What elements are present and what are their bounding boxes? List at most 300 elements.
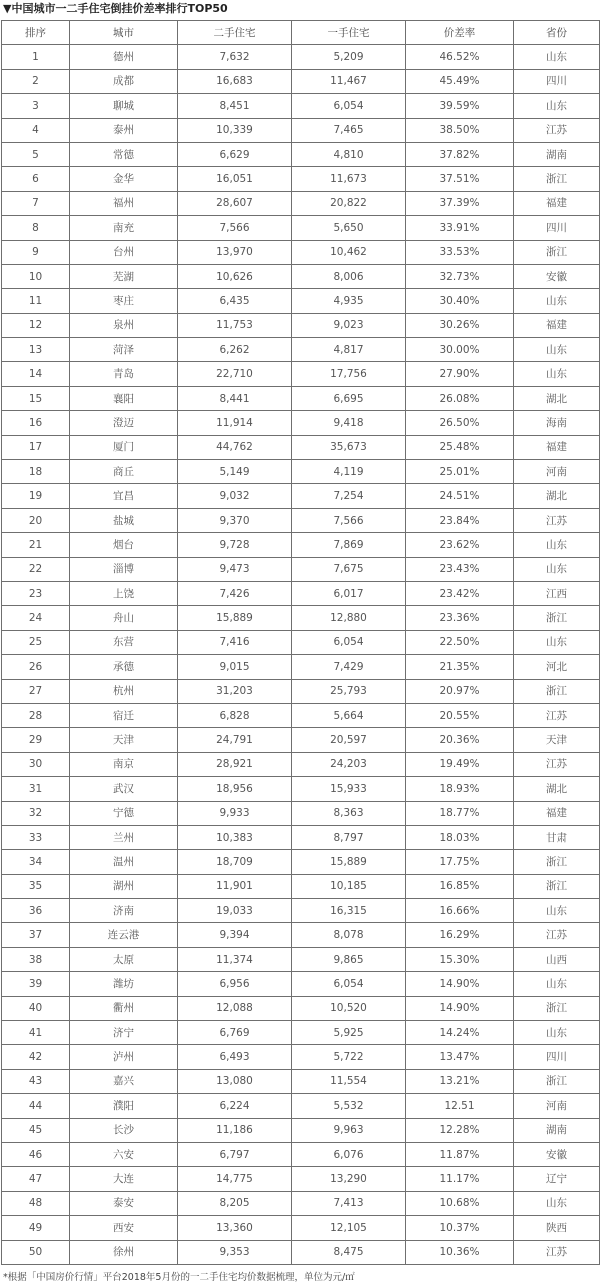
price-gap-rate-cell: 16.66%: [406, 899, 514, 923]
new-price-cell: 16,315: [292, 899, 406, 923]
price-gap-rate-cell: 11.87%: [406, 1142, 514, 1166]
province-cell: 江苏: [514, 703, 600, 727]
resale-price-cell: 6,956: [178, 972, 292, 996]
rank-cell: 11: [2, 289, 70, 313]
province-cell: 山东: [514, 899, 600, 923]
city-cell: 澄迈: [70, 411, 178, 435]
province-cell: 江苏: [514, 118, 600, 142]
table-row: [2, 313, 600, 337]
rank-cell: 16: [2, 411, 70, 435]
new-price-cell: 8,363: [292, 801, 406, 825]
table-row: [2, 289, 600, 313]
table-row: [2, 801, 600, 825]
province-cell: 福建: [514, 313, 600, 337]
new-price-cell: 6,054: [292, 972, 406, 996]
rank-cell: 24: [2, 606, 70, 630]
resale-price-cell: 6,769: [178, 1021, 292, 1045]
price-gap-rate-cell: 13.21%: [406, 1069, 514, 1093]
price-gap-rate-cell: 37.82%: [406, 142, 514, 166]
table-row: [2, 703, 600, 727]
rank-cell: 18: [2, 460, 70, 484]
table-row: [2, 972, 600, 996]
new-price-cell: 15,889: [292, 850, 406, 874]
city-cell: 德州: [70, 45, 178, 69]
city-cell: 金华: [70, 167, 178, 191]
resale-price-cell: 5,149: [178, 460, 292, 484]
price-gap-rate-cell: 30.26%: [406, 313, 514, 337]
new-price-cell: 10,462: [292, 240, 406, 264]
resale-price-cell: 8,451: [178, 94, 292, 118]
province-cell: 河南: [514, 460, 600, 484]
city-cell: 淄博: [70, 557, 178, 581]
province-cell: 浙江: [514, 679, 600, 703]
rank-cell: 10: [2, 264, 70, 288]
table-row: [2, 557, 600, 581]
resale-price-cell: 7,566: [178, 216, 292, 240]
province-cell: 湖南: [514, 1118, 600, 1142]
new-price-cell: 8,006: [292, 264, 406, 288]
table-row: [2, 142, 600, 166]
province-cell: 山西: [514, 947, 600, 971]
city-cell: 潍坊: [70, 972, 178, 996]
rank-cell: 19: [2, 484, 70, 508]
city-cell: 徐州: [70, 1240, 178, 1264]
new-price-cell: 7,675: [292, 557, 406, 581]
header-price-gap-rate: 价差率: [406, 21, 514, 45]
rank-cell: 37: [2, 923, 70, 947]
city-cell: 武汉: [70, 777, 178, 801]
table-row: [2, 777, 600, 801]
city-cell: 宁德: [70, 801, 178, 825]
table-row: [2, 508, 600, 532]
price-gap-rate-cell: 20.97%: [406, 679, 514, 703]
table-row: [2, 240, 600, 264]
rank-cell: 22: [2, 557, 70, 581]
resale-price-cell: 13,360: [178, 1216, 292, 1240]
table-row: [2, 1118, 600, 1142]
table-row: [2, 606, 600, 630]
price-gap-rate-cell: 39.59%: [406, 94, 514, 118]
table-row: [2, 728, 600, 752]
rank-cell: 41: [2, 1021, 70, 1045]
rank-cell: 36: [2, 899, 70, 923]
table-row: [2, 411, 600, 435]
city-cell: 濮阳: [70, 1094, 178, 1118]
price-gap-rate-cell: 25.48%: [406, 435, 514, 459]
rank-cell: 3: [2, 94, 70, 118]
resale-price-cell: 6,262: [178, 338, 292, 362]
rank-cell: 29: [2, 728, 70, 752]
price-gap-rate-cell: 18.93%: [406, 777, 514, 801]
resale-price-cell: 9,728: [178, 533, 292, 557]
price-gap-rate-cell: 26.08%: [406, 386, 514, 410]
resale-price-cell: 7,416: [178, 630, 292, 654]
province-cell: 福建: [514, 191, 600, 215]
price-gap-rate-cell: 30.00%: [406, 338, 514, 362]
table-row: [2, 216, 600, 240]
resale-price-cell: 8,441: [178, 386, 292, 410]
table-row: [2, 1167, 600, 1191]
rank-cell: 12: [2, 313, 70, 337]
resale-price-cell: 9,473: [178, 557, 292, 581]
city-cell: 襄阳: [70, 386, 178, 410]
resale-price-cell: 9,370: [178, 508, 292, 532]
resale-price-cell: 9,015: [178, 655, 292, 679]
resale-price-cell: 44,762: [178, 435, 292, 459]
table-row: [2, 386, 600, 410]
city-cell: 泉州: [70, 313, 178, 337]
price-gap-rate-cell: 17.75%: [406, 850, 514, 874]
province-cell: 河南: [514, 1094, 600, 1118]
new-price-cell: 13,290: [292, 1167, 406, 1191]
table-row: [2, 191, 600, 215]
new-price-cell: 5,722: [292, 1045, 406, 1069]
resale-price-cell: 9,032: [178, 484, 292, 508]
city-cell: 泸州: [70, 1045, 178, 1069]
table-row: [2, 752, 600, 776]
city-cell: 台州: [70, 240, 178, 264]
province-cell: 浙江: [514, 1069, 600, 1093]
province-cell: 湖北: [514, 386, 600, 410]
new-price-cell: 6,076: [292, 1142, 406, 1166]
province-cell: 甘肃: [514, 825, 600, 849]
table-row: [2, 1240, 600, 1264]
resale-price-cell: 9,353: [178, 1240, 292, 1264]
new-price-cell: 4,817: [292, 338, 406, 362]
city-cell: 上饶: [70, 581, 178, 605]
rank-cell: 28: [2, 703, 70, 727]
price-gap-rate-cell: 30.40%: [406, 289, 514, 313]
city-cell: 南京: [70, 752, 178, 776]
rank-cell: 42: [2, 1045, 70, 1069]
new-price-cell: 8,475: [292, 1240, 406, 1264]
new-price-cell: 11,673: [292, 167, 406, 191]
new-price-cell: 10,185: [292, 874, 406, 898]
province-cell: 陕西: [514, 1216, 600, 1240]
new-price-cell: 17,756: [292, 362, 406, 386]
rank-cell: 50: [2, 1240, 70, 1264]
resale-price-cell: 14,775: [178, 1167, 292, 1191]
table-row: [2, 167, 600, 191]
price-gap-rate-cell: 20.55%: [406, 703, 514, 727]
new-price-cell: 12,105: [292, 1216, 406, 1240]
rank-cell: 7: [2, 191, 70, 215]
province-cell: 浙江: [514, 167, 600, 191]
table-row: [2, 362, 600, 386]
table-row: [2, 1021, 600, 1045]
province-cell: 江苏: [514, 1240, 600, 1264]
rank-cell: 47: [2, 1167, 70, 1191]
rank-cell: 21: [2, 533, 70, 557]
rank-cell: 35: [2, 874, 70, 898]
price-gap-rate-cell: 16.29%: [406, 923, 514, 947]
table-row: [2, 1191, 600, 1215]
price-gap-rate-cell: 23.84%: [406, 508, 514, 532]
table-row: [2, 1094, 600, 1118]
resale-price-cell: 11,753: [178, 313, 292, 337]
header-row: [2, 21, 600, 45]
city-cell: 烟台: [70, 533, 178, 557]
resale-price-cell: 6,224: [178, 1094, 292, 1118]
price-gap-rate-cell: 27.90%: [406, 362, 514, 386]
table-row: [2, 484, 600, 508]
city-cell: 聊城: [70, 94, 178, 118]
price-gap-rate-cell: 25.01%: [406, 460, 514, 484]
city-cell: 大连: [70, 1167, 178, 1191]
city-cell: 枣庄: [70, 289, 178, 313]
header-rank: 排序: [2, 21, 70, 45]
city-cell: 连云港: [70, 923, 178, 947]
table-row: [2, 655, 600, 679]
city-cell: 湖州: [70, 874, 178, 898]
header-province: 省份: [514, 21, 600, 45]
table-body: [2, 45, 600, 1265]
new-price-cell: 7,566: [292, 508, 406, 532]
resale-price-cell: 7,426: [178, 581, 292, 605]
table-row: [2, 899, 600, 923]
table-row: [2, 533, 600, 557]
city-cell: 盐城: [70, 508, 178, 532]
city-cell: 芜湖: [70, 264, 178, 288]
rank-cell: 8: [2, 216, 70, 240]
rank-cell: 49: [2, 1216, 70, 1240]
province-cell: 福建: [514, 435, 600, 459]
province-cell: 山东: [514, 94, 600, 118]
table-row: [2, 118, 600, 142]
new-price-cell: 9,023: [292, 313, 406, 337]
province-cell: 福建: [514, 801, 600, 825]
rank-cell: 39: [2, 972, 70, 996]
price-gap-rate-cell: 33.53%: [406, 240, 514, 264]
new-price-cell: 5,664: [292, 703, 406, 727]
city-cell: 南充: [70, 216, 178, 240]
new-price-cell: 35,673: [292, 435, 406, 459]
resale-price-cell: 18,956: [178, 777, 292, 801]
resale-price-cell: 16,683: [178, 69, 292, 93]
price-gap-rate-cell: 37.39%: [406, 191, 514, 215]
price-gap-rate-cell: 14.90%: [406, 996, 514, 1020]
new-price-cell: 11,467: [292, 69, 406, 93]
resale-price-cell: 15,889: [178, 606, 292, 630]
rank-cell: 34: [2, 850, 70, 874]
new-price-cell: 15,933: [292, 777, 406, 801]
new-price-cell: 7,254: [292, 484, 406, 508]
price-gap-rate-cell: 14.24%: [406, 1021, 514, 1045]
price-gap-rate-cell: 22.50%: [406, 630, 514, 654]
resale-price-cell: 6,828: [178, 703, 292, 727]
city-cell: 长沙: [70, 1118, 178, 1142]
price-gap-rate-cell: 23.62%: [406, 533, 514, 557]
city-cell: 六安: [70, 1142, 178, 1166]
province-cell: 江苏: [514, 752, 600, 776]
table-row: [2, 1045, 600, 1069]
new-price-cell: 9,865: [292, 947, 406, 971]
rank-cell: 31: [2, 777, 70, 801]
province-cell: 山东: [514, 362, 600, 386]
new-price-cell: 6,054: [292, 630, 406, 654]
province-cell: 四川: [514, 216, 600, 240]
price-gap-rate-cell: 10.37%: [406, 1216, 514, 1240]
table-row: [2, 679, 600, 703]
province-cell: 安徽: [514, 264, 600, 288]
province-cell: 浙江: [514, 240, 600, 264]
table-row: [2, 1142, 600, 1166]
province-cell: 浙江: [514, 996, 600, 1020]
new-price-cell: 5,925: [292, 1021, 406, 1045]
rank-cell: 13: [2, 338, 70, 362]
resale-price-cell: 10,383: [178, 825, 292, 849]
rank-cell: 40: [2, 996, 70, 1020]
rank-cell: 33: [2, 825, 70, 849]
resale-price-cell: 18,709: [178, 850, 292, 874]
rank-cell: 44: [2, 1094, 70, 1118]
new-price-cell: 7,869: [292, 533, 406, 557]
province-cell: 山东: [514, 289, 600, 313]
province-cell: 山东: [514, 1191, 600, 1215]
province-cell: 浙江: [514, 874, 600, 898]
table-row: [2, 1216, 600, 1240]
province-cell: 浙江: [514, 850, 600, 874]
resale-price-cell: 13,080: [178, 1069, 292, 1093]
province-cell: 山东: [514, 45, 600, 69]
new-price-cell: 20,597: [292, 728, 406, 752]
province-cell: 河北: [514, 655, 600, 679]
resale-price-cell: 24,791: [178, 728, 292, 752]
city-cell: 济宁: [70, 1021, 178, 1045]
table-row: [2, 45, 600, 69]
city-cell: 福州: [70, 191, 178, 215]
province-cell: 江苏: [514, 508, 600, 532]
table-row: [2, 338, 600, 362]
rank-cell: 48: [2, 1191, 70, 1215]
city-cell: 衢州: [70, 996, 178, 1020]
rank-cell: 26: [2, 655, 70, 679]
city-cell: 太原: [70, 947, 178, 971]
province-cell: 山东: [514, 630, 600, 654]
new-price-cell: 8,797: [292, 825, 406, 849]
price-gap-rate-cell: 46.52%: [406, 45, 514, 69]
table-row: [2, 923, 600, 947]
rank-cell: 5: [2, 142, 70, 166]
resale-price-cell: 22,710: [178, 362, 292, 386]
resale-price-cell: 6,629: [178, 142, 292, 166]
resale-price-cell: 9,933: [178, 801, 292, 825]
city-cell: 舟山: [70, 606, 178, 630]
table-row: [2, 1069, 600, 1093]
new-price-cell: 5,650: [292, 216, 406, 240]
resale-price-cell: 28,607: [178, 191, 292, 215]
price-gap-rate-cell: 10.36%: [406, 1240, 514, 1264]
rank-cell: 46: [2, 1142, 70, 1166]
new-price-cell: 9,963: [292, 1118, 406, 1142]
price-gap-rate-cell: 24.51%: [406, 484, 514, 508]
province-cell: 四川: [514, 1045, 600, 1069]
price-gap-rate-cell: 12.51: [406, 1094, 514, 1118]
rank-cell: 20: [2, 508, 70, 532]
price-gap-rate-cell: 32.73%: [406, 264, 514, 288]
new-price-cell: 5,532: [292, 1094, 406, 1118]
resale-price-cell: 7,632: [178, 45, 292, 69]
province-cell: 湖南: [514, 142, 600, 166]
resale-price-cell: 11,186: [178, 1118, 292, 1142]
resale-price-cell: 19,033: [178, 899, 292, 923]
rank-cell: 25: [2, 630, 70, 654]
resale-price-cell: 13,970: [178, 240, 292, 264]
province-cell: 四川: [514, 69, 600, 93]
city-cell: 常德: [70, 142, 178, 166]
resale-price-cell: 6,797: [178, 1142, 292, 1166]
new-price-cell: 6,054: [292, 94, 406, 118]
resale-price-cell: 11,914: [178, 411, 292, 435]
new-price-cell: 24,203: [292, 752, 406, 776]
table-row: [2, 94, 600, 118]
rank-cell: 15: [2, 386, 70, 410]
resale-price-cell: 9,394: [178, 923, 292, 947]
table-row: [2, 825, 600, 849]
province-cell: 江苏: [514, 923, 600, 947]
table-row: [2, 581, 600, 605]
resale-price-cell: 16,051: [178, 167, 292, 191]
rank-cell: 43: [2, 1069, 70, 1093]
province-cell: 山东: [514, 338, 600, 362]
city-cell: 菏泽: [70, 338, 178, 362]
new-price-cell: 20,822: [292, 191, 406, 215]
new-price-cell: 4,119: [292, 460, 406, 484]
price-gap-rate-cell: 12.28%: [406, 1118, 514, 1142]
header-new-price: 一手住宅: [292, 21, 406, 45]
new-price-cell: 7,465: [292, 118, 406, 142]
resale-price-cell: 6,435: [178, 289, 292, 313]
price-gap-rate-cell: 13.47%: [406, 1045, 514, 1069]
price-gap-rate-cell: 23.43%: [406, 557, 514, 581]
city-cell: 兰州: [70, 825, 178, 849]
province-cell: 山东: [514, 1021, 600, 1045]
price-gap-rate-cell: 33.91%: [406, 216, 514, 240]
price-gap-rate-cell: 18.77%: [406, 801, 514, 825]
resale-price-cell: 12,088: [178, 996, 292, 1020]
new-price-cell: 9,418: [292, 411, 406, 435]
price-gap-rate-cell: 18.03%: [406, 825, 514, 849]
rank-cell: 17: [2, 435, 70, 459]
city-cell: 泰安: [70, 1191, 178, 1215]
city-cell: 厦门: [70, 435, 178, 459]
city-cell: 承德: [70, 655, 178, 679]
new-price-cell: 12,880: [292, 606, 406, 630]
new-price-cell: 10,520: [292, 996, 406, 1020]
resale-price-cell: 11,374: [178, 947, 292, 971]
table-row: [2, 850, 600, 874]
new-price-cell: 7,429: [292, 655, 406, 679]
city-cell: 温州: [70, 850, 178, 874]
resale-price-cell: 8,205: [178, 1191, 292, 1215]
rank-cell: 14: [2, 362, 70, 386]
rank-cell: 2: [2, 69, 70, 93]
province-cell: 山东: [514, 533, 600, 557]
rank-cell: 27: [2, 679, 70, 703]
price-gap-rate-cell: 16.85%: [406, 874, 514, 898]
city-cell: 青岛: [70, 362, 178, 386]
page-title: ▼中国城市一二手住宅倒挂价差率排行TOP50: [3, 2, 228, 15]
table-row: [2, 947, 600, 971]
price-gap-rate-cell: 45.49%: [406, 69, 514, 93]
province-cell: 江西: [514, 581, 600, 605]
province-cell: 海南: [514, 411, 600, 435]
city-cell: 商丘: [70, 460, 178, 484]
new-price-cell: 4,810: [292, 142, 406, 166]
table-row: [2, 996, 600, 1020]
city-cell: 杭州: [70, 679, 178, 703]
rank-cell: 38: [2, 947, 70, 971]
